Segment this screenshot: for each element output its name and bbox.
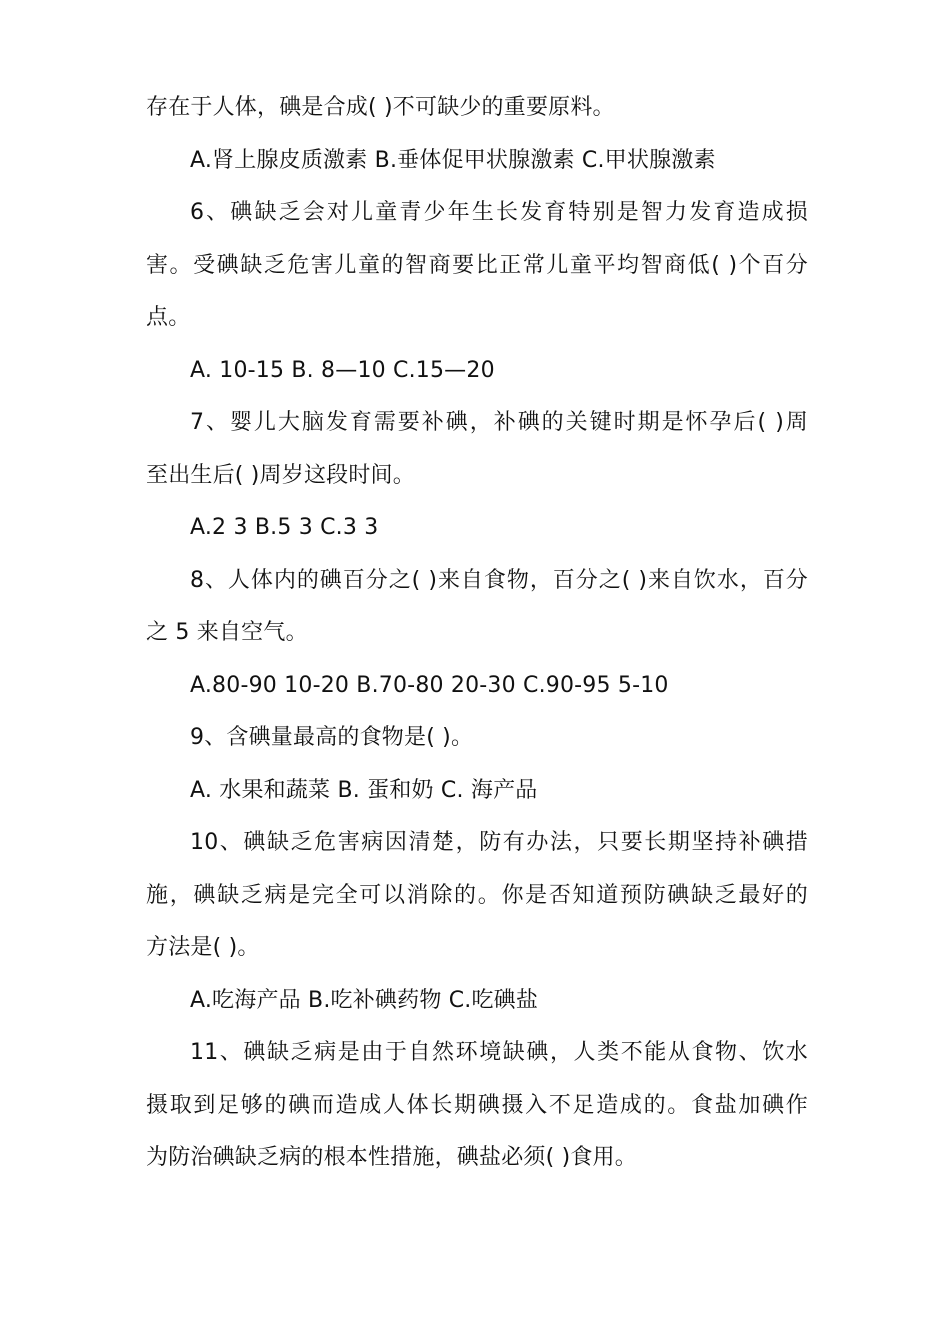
- text-line: 摄取到足够的碘而造成人体长期碘摄入不足造成的。食盐加碘作: [146, 1092, 808, 1118]
- text-line: A. 水果和蔬菜 B. 蛋和奶 C. 海产品: [190, 777, 538, 803]
- text-line: 10、碘缺乏危害病因清楚，防有办法，只要长期坚持补碘措: [190, 830, 808, 855]
- text-line: A.2 3 B.5 3 C.3 3: [190, 515, 379, 540]
- text-line: 7、婴儿大脑发育需要补碘，补碘的关键时期是怀孕后( )周: [190, 410, 808, 435]
- text-line: 之 5 来自空气。: [146, 620, 308, 645]
- text-line: 为防治碘缺乏病的根本性措施，碘盐必须( )食用。: [146, 1145, 637, 1170]
- text-line: 9、含碘量最高的食物是( )。: [190, 725, 474, 750]
- text-line: A.80-90 10-20 B.70-80 20-30 C.90-95 5-10: [190, 672, 669, 698]
- text-line: 存在于人体，碘是合成( )不可缺少的重要原料。: [146, 95, 615, 120]
- text-line: 施，碘缺乏病是完全可以消除的。你是否知道预防碘缺乏最好的: [146, 882, 808, 908]
- text-line: A.吃海产品 B.吃补碘药物 C.吃碘盐: [190, 987, 539, 1013]
- text-line: 至出生后( )周岁这段时间。: [146, 462, 415, 488]
- text-line: 11、碘缺乏病是由于自然环境缺碘，人类不能从食物、饮水: [190, 1040, 808, 1065]
- text-line: A. 10-15 B. 8—10 C.15—20: [190, 357, 495, 383]
- text-line: 害。受碘缺乏危害儿童的智商要比正常儿童平均智商低( )个百分: [146, 252, 808, 278]
- document-body: [146, 82, 808, 1185]
- text-line: 方法是( )。: [146, 935, 260, 960]
- text-line: 6、碘缺乏会对儿童青少年生长发育特别是智力发育造成损: [190, 200, 808, 225]
- text-line: 点。: [146, 305, 191, 330]
- text-line: 8、人体内的碘百分之( )来自食物，百分之( )来自饮水，百分: [190, 567, 808, 593]
- text-line: A.肾上腺皮质激素 B.垂体促甲状腺激素 C.甲状腺激素: [190, 147, 716, 173]
